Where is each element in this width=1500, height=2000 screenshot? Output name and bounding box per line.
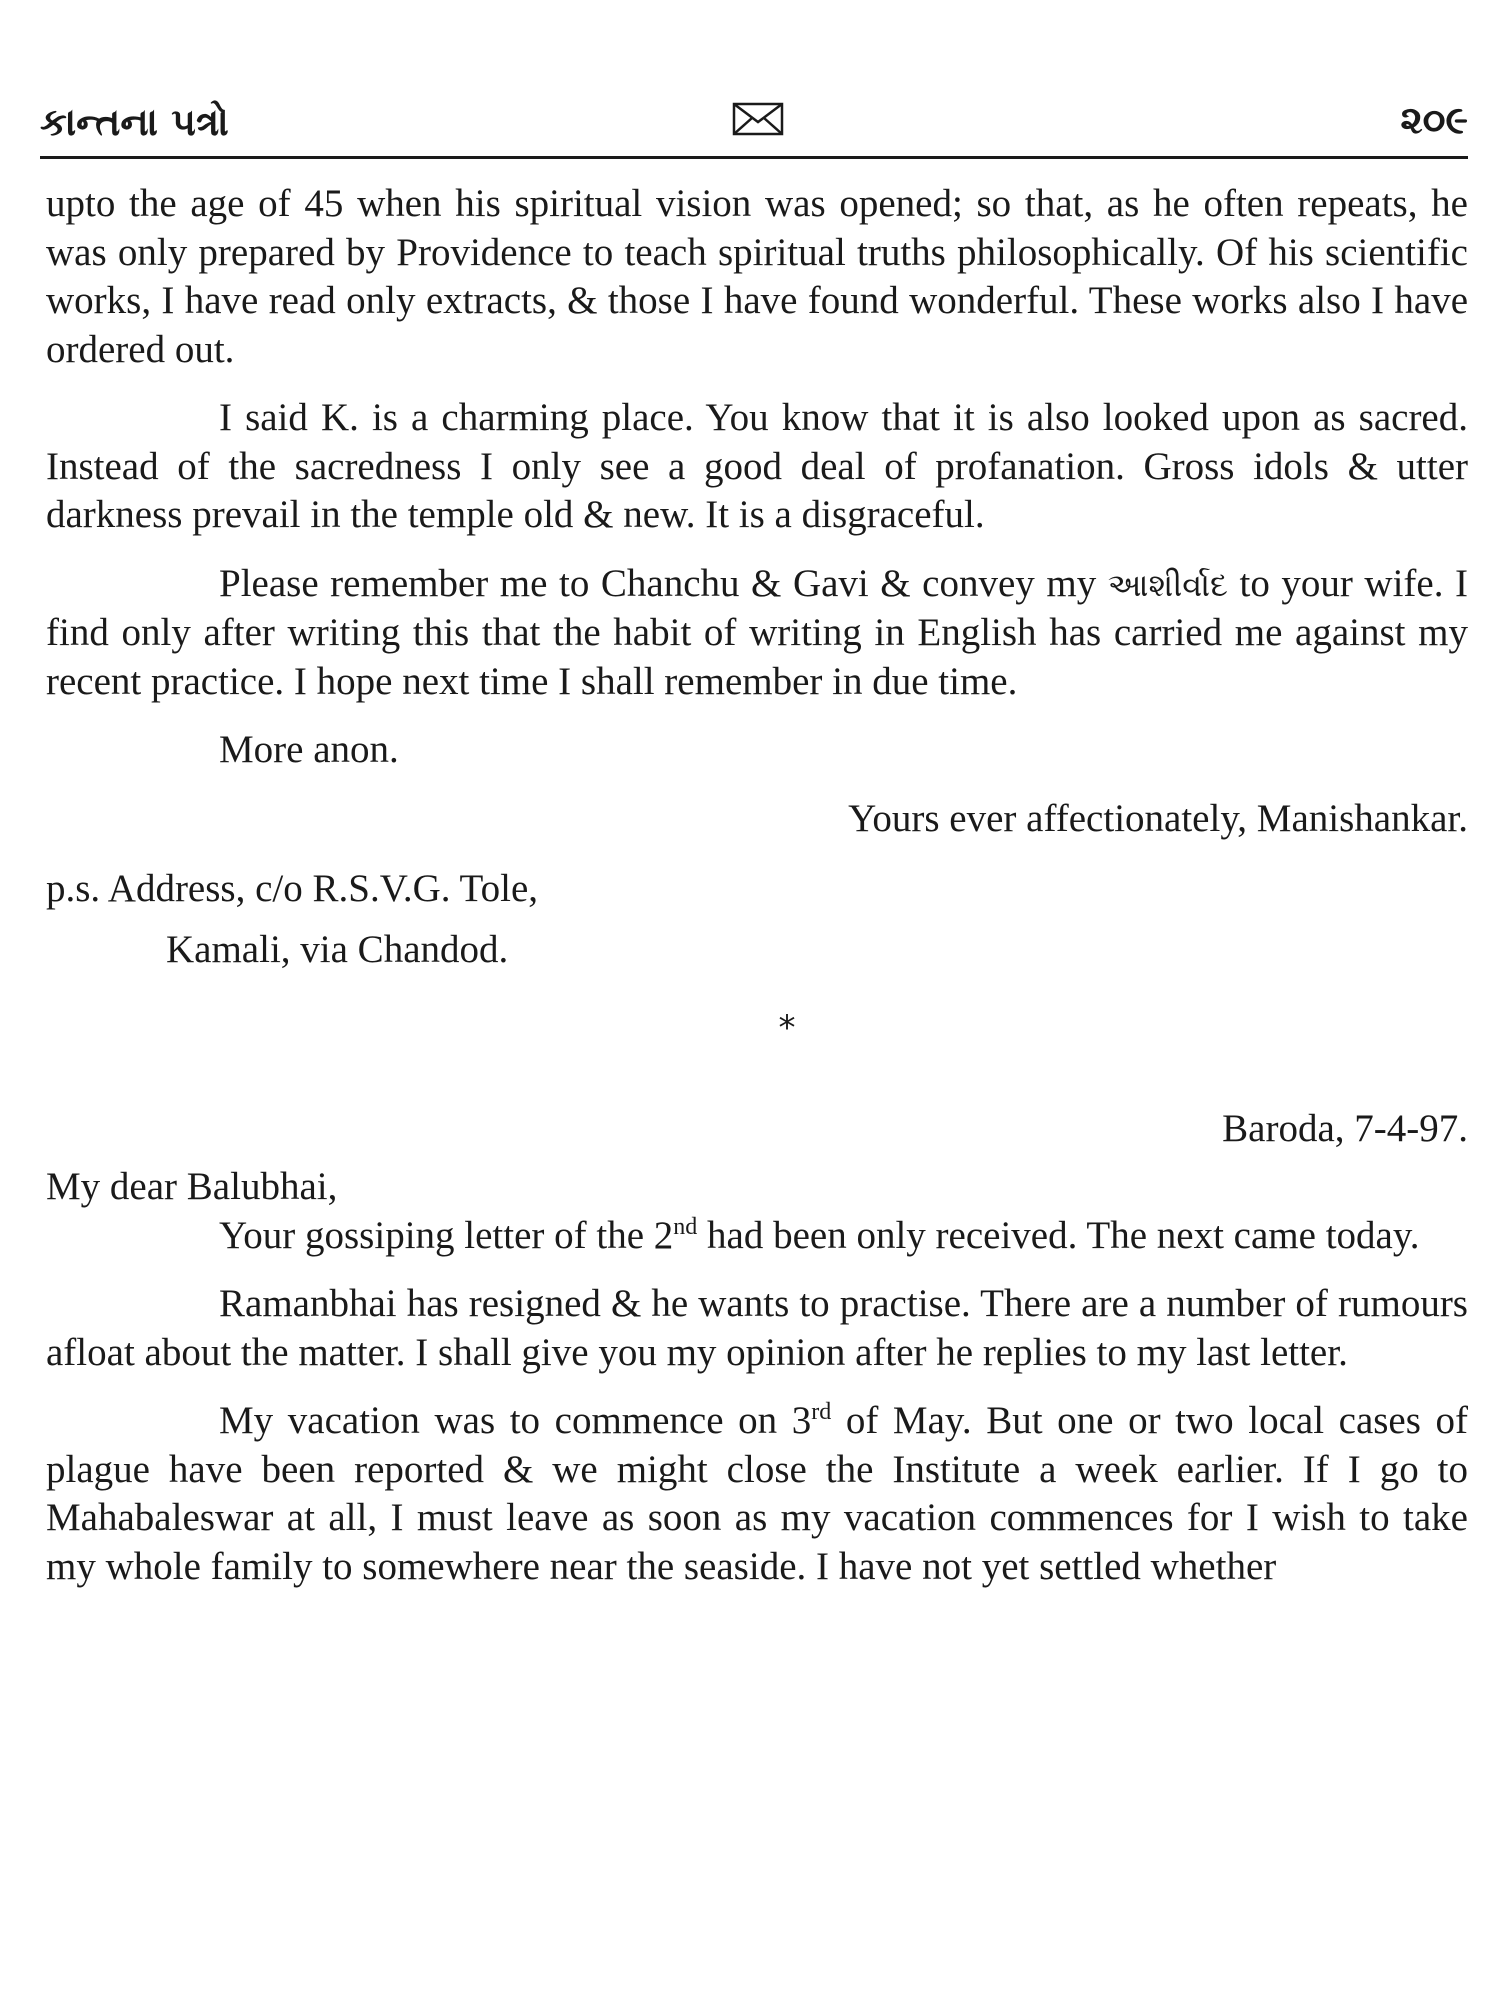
paragraph-vacation-part2: of May. But one or two local cases of plague have been reported & we might close the Institute a week earlier. If I go to Mahabaleswar at all, I must leave as soon as my vacation commences for I wish to take my whole family to somewhere near the seaside. I have not yet settled whether xyxy=(46,1399,1468,1588)
paragraph-ramanbhai: Ramanbhai has resigned & he wants to practise. There are a number of rumours afloat about the matter. I shall give you my opinion after he replies to my last letter. xyxy=(46,1282,1468,1374)
postscript-address-line2: Kamali, via Chandod. xyxy=(166,927,509,971)
page-number: ૨૦૯ xyxy=(1400,98,1468,142)
paragraph-remember-part1: Please remember me to Chanchu & Gavi & convey my xyxy=(219,561,1108,605)
paragraph-more-anon: More anon. xyxy=(219,728,399,771)
postscript-address: p.s. Address, c/o R.S.V.G. Tole, xyxy=(46,867,539,910)
paragraph-continued: upto the age of 45 when his spiritual vision was opened; so that, as he often repeats, he was only prepared by Providence to teach spiritual truths philosophically. Of his scientific works, I have read only extracts, & those I have found wonderful. These works also I have ordered out. xyxy=(46,182,1468,371)
letter-body xyxy=(46,180,1468,1591)
paragraph-gossiping-part1: Your gossiping letter of the 2 xyxy=(219,1213,674,1257)
paragraph-vacation xyxy=(46,1397,1468,1591)
header-rule xyxy=(40,156,1468,159)
ordinal-suffix-rd: rd xyxy=(811,1399,832,1425)
running-title: કાન્તના પત્રો xyxy=(40,100,229,144)
page-header xyxy=(40,92,1468,152)
paragraph-remember xyxy=(46,560,1468,707)
paragraph-remember-part2: to your wife. I find only after writing this that the habit of writing in English has carried me against my recent practice. I hope next time I shall remember in due time. xyxy=(46,561,1469,703)
section-separator: * xyxy=(778,1008,796,1048)
ordinal-suffix-nd: nd xyxy=(673,1213,698,1240)
envelope-icon xyxy=(732,102,784,136)
paragraph-gossiping-part2: had been only received. The next came today. xyxy=(697,1213,1420,1257)
paragraph-vacation-part1: My vacation was to commence on 3 xyxy=(219,1399,812,1442)
letter-dateline: Baroda, 7-4-97. xyxy=(1222,1106,1468,1150)
paragraph-k-place: I said K. is a charming place. You know that it is also looked upon as sacred. Instead of the sacredness I only see a good deal of profanation. Gross idols & utter darkness prevail in the temple old & new. It is a disgraceful. xyxy=(46,396,1468,536)
closing-signature: Yours ever affectionately, Manishankar. xyxy=(848,796,1468,840)
letter-salutation: My dear Balubhai, xyxy=(46,1165,338,1208)
gujarati-blessing: આશીર્વાદ xyxy=(1107,565,1228,604)
paragraph-gossiping xyxy=(46,1212,1468,1261)
